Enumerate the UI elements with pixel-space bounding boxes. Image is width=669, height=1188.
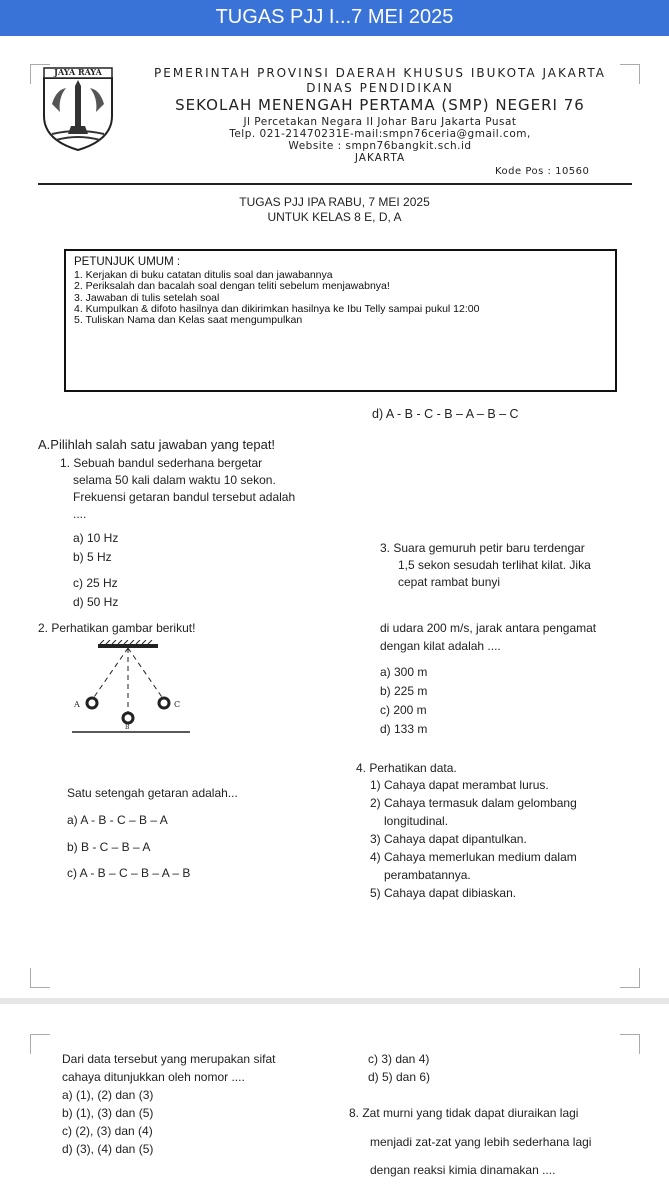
page-corner-marker — [620, 64, 640, 84]
q1-option: d) 50 Hz — [73, 595, 119, 609]
letterhead-kode-pos: Kode Pos : 10560 — [495, 166, 590, 177]
q4-line: longitudinal. — [384, 814, 449, 828]
q3-line: 1,5 sekon sesudah terlihat kilat. Jika — [398, 558, 591, 572]
q8-line: menjadi zat-zat yang lebih sederhana lagi — [370, 1135, 592, 1149]
q4-option-extra: c) 3) dan 4) — [368, 1052, 430, 1066]
q1-line: 1. Sebuah bandul sederhana bergetar — [60, 456, 263, 470]
page-corner-marker — [30, 968, 50, 988]
q4-option: d) (3), (4) dan (5) — [62, 1142, 154, 1156]
q1-line: Frekuensi getaran bandul tersebut adalah — [73, 490, 296, 504]
instruction-item: 5. Tuliskan Nama dan Kelas saat mengumpulkan — [74, 314, 303, 327]
q1-option: c) 25 Hz — [73, 576, 118, 590]
section-a-heading: A.Pilihlah salah satu jawaban yang tepat! — [38, 437, 276, 452]
dki-jakarta-logo — [38, 64, 118, 152]
instruction-item: 4. Kumpulkan & difoto hasilnya dan dikirimkan hasilnya ke Ibu Telly sampai pukul 12:00 — [74, 302, 480, 315]
instruction-item: 2. Periksalah dan bacalah soal dengan teliti sebelum menjawabnya! — [74, 280, 390, 293]
q4-line: perambatannya. — [384, 868, 471, 882]
assignment-class: UNTUK KELAS 8 E, D, A — [267, 210, 402, 224]
instructions-heading: PETUNJUK UMUM : — [74, 256, 181, 268]
page-corner-marker — [620, 1034, 640, 1054]
q8-line: 8. Zat murni yang tidak dapat diuraikan lagi — [349, 1106, 579, 1120]
option-d-top: d) A - B - C - B – A – B – C — [372, 407, 519, 421]
q4-option: c) (2), (3) dan (4) — [62, 1124, 153, 1138]
q3-line: cepat rambat bunyi — [398, 575, 501, 589]
q3-line: 3. Suara gemuruh petir baru terdengar — [380, 541, 585, 555]
pendulum-label-a: A — [74, 700, 80, 709]
pendulum-support-icon — [98, 640, 158, 648]
pendulum-bob-c — [159, 698, 169, 708]
q4-line: 2) Cahaya termasuk dalam gelombang — [370, 796, 577, 810]
q1-line: selama 50 kali dalam waktu 10 sekon. — [73, 473, 276, 487]
pendulum-string-c — [128, 648, 164, 700]
letterhead-school: SEKOLAH MENENGAH PERTAMA (SMP) NEGERI 76 — [175, 96, 585, 114]
pendulum-label-c: C — [174, 700, 181, 709]
pendulum-bob-a — [87, 698, 97, 708]
q2-question: Satu setengah getaran adalah... — [67, 786, 238, 800]
q2-option: c) A - B – C – B – A – B — [67, 866, 191, 880]
instruction-item: 1. Kerjakan di buku catatan ditulis soal dan jawabannya — [74, 269, 333, 282]
page-corner-marker — [30, 1034, 50, 1054]
letterhead-divider — [38, 183, 632, 185]
q3-option: b) 225 m — [380, 684, 428, 698]
q2-option: a) A - B - C – B – A — [67, 813, 168, 827]
letterhead-city: JAKARTA — [354, 152, 406, 164]
q1-line: .... — [73, 507, 87, 521]
pendulum-diagram — [60, 640, 200, 740]
q8-line: dengan reaksi kimia dinamakan .... — [370, 1163, 556, 1177]
app-bar — [0, 0, 669, 36]
document-title: TUGAS PJJ I...7 MEI 2025 — [215, 6, 454, 28]
pendulum-bob-b — [123, 713, 133, 723]
logo-text: JAYA RAYA — [54, 67, 102, 77]
q4-option-extra: d) 5) dan 6) — [368, 1070, 431, 1084]
q3-line: di udara 200 m/s, jarak antara pengamat — [380, 621, 597, 635]
q2-prompt: 2. Perhatikan gambar berikut! — [38, 621, 196, 635]
q3-option: c) 200 m — [380, 703, 427, 717]
letterhead-address: Jl Percetakan Negara II Johar Baru Jakarta Pusat — [243, 116, 517, 128]
q4-line: 3) Cahaya dapat dipantulkan. — [370, 832, 527, 846]
q4-line: 5) Cahaya dapat dibiaskan. — [370, 886, 517, 900]
letterhead-government: PEMERINTAH PROVINSI DAERAH KHUSUS IBUKOTA JAKARTA — [154, 66, 606, 80]
q4-line: 4. Perhatikan data. — [356, 761, 457, 775]
q3-option: d) 133 m — [380, 722, 428, 736]
q4-option: b) (1), (3) dan (5) — [62, 1106, 154, 1120]
page-corner-marker — [620, 968, 640, 988]
q4-question-line: cahaya ditunjukkan oleh nomor .... — [62, 1070, 245, 1084]
q4-line: 4) Cahaya memerlukan medium dalam — [370, 850, 577, 864]
letterhead-website: Website : smpn76bangkit.sch.id — [288, 140, 472, 152]
assignment-title: TUGAS PJJ IPA RABU, 7 MEI 2025 — [239, 195, 430, 209]
q3-option: a) 300 m — [380, 665, 428, 679]
instruction-item: 3. Jawaban di tulis setelah soal — [74, 291, 220, 304]
q3-line: dengan kilat adalah .... — [380, 639, 501, 653]
q4-option: a) (1), (2) dan (3) — [62, 1088, 154, 1102]
pendulum-string-a — [92, 648, 128, 700]
q4-question-line: Dari data tersebut yang merupakan sifat — [62, 1052, 276, 1066]
q1-option: b) 5 Hz — [73, 550, 112, 564]
letterhead-telp: Telp. 021-21470231E-mail:smpn76ceria@gmail.com, — [229, 128, 531, 140]
q1-option: a) 10 Hz — [73, 531, 119, 545]
letterhead-dinas: DINAS PENDIDIKAN — [306, 81, 454, 95]
pendulum-label-b: B — [125, 724, 130, 731]
instructions-box — [64, 249, 617, 392]
q4-line: 1) Cahaya dapat merambat lurus. — [370, 778, 549, 792]
q2-option: b) B - C – B – A — [67, 840, 151, 854]
jakarta-emblem-icon — [38, 64, 118, 152]
